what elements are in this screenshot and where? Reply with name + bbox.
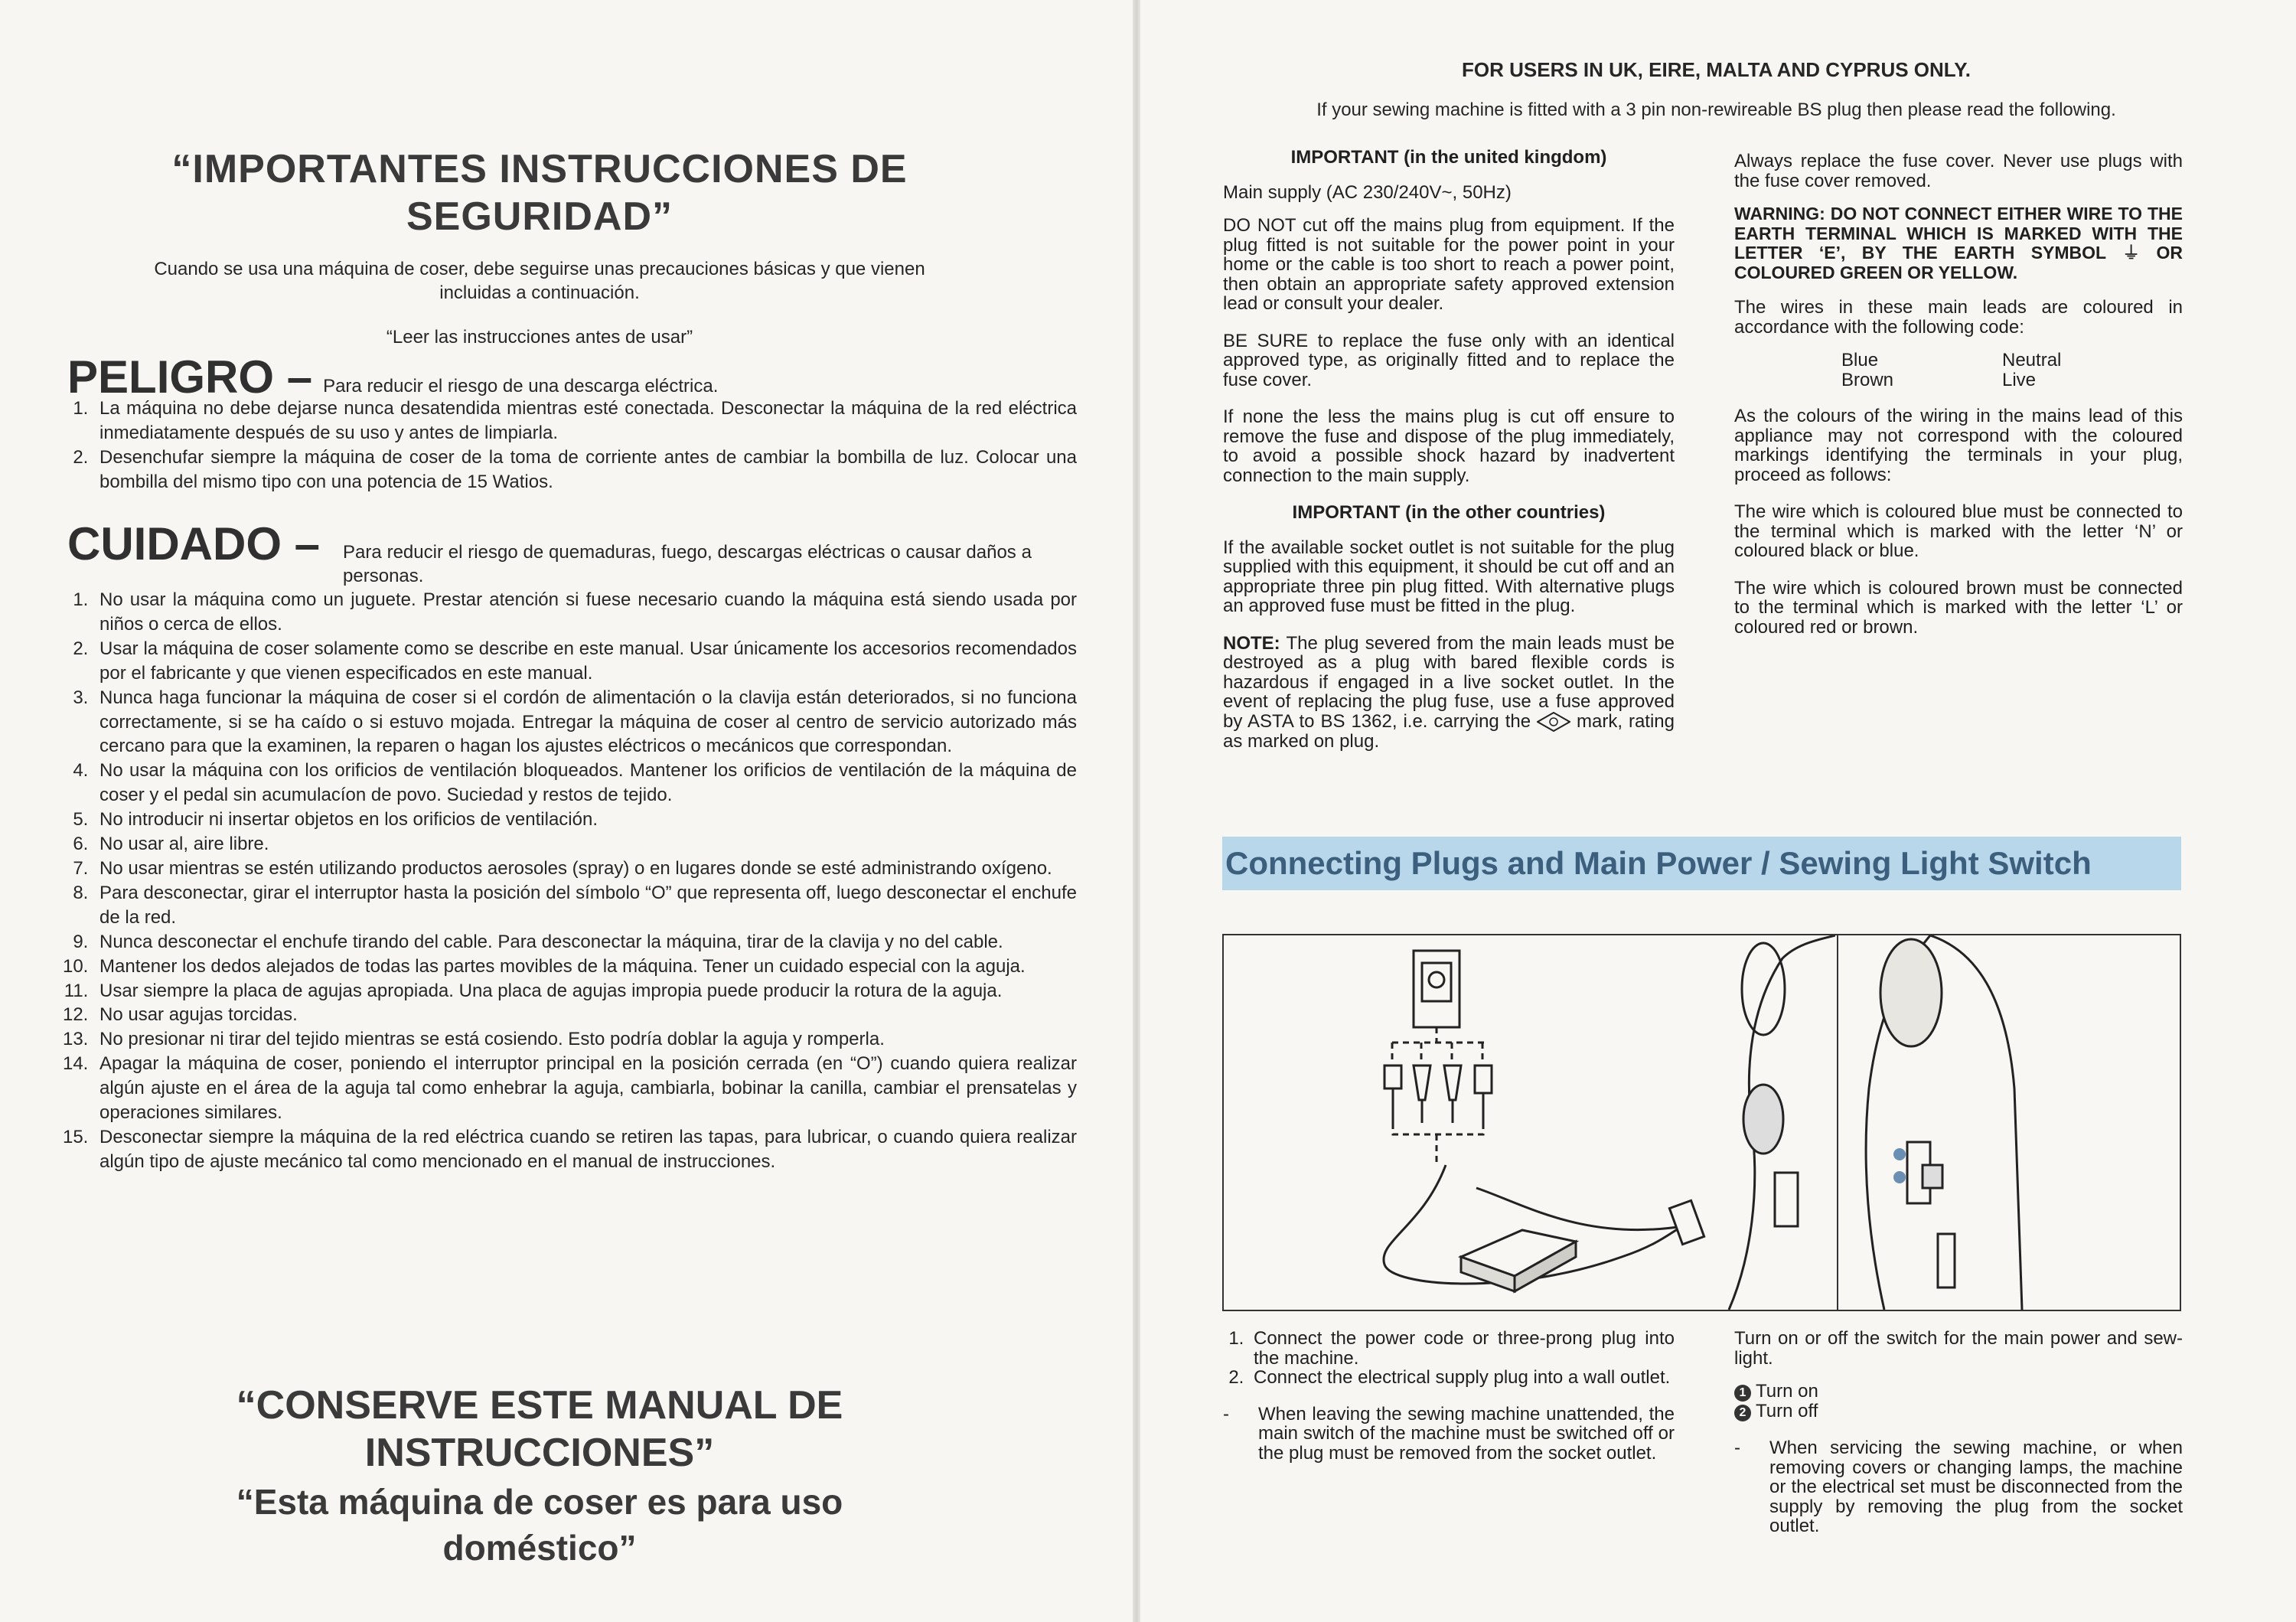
conserve-title	[153, 1382, 926, 1477]
cuidado-heading: CUIDADO –	[67, 518, 321, 569]
code-colour: Brown	[1841, 369, 1894, 390]
read-note: “Leer las instrucciones antes de usar”	[386, 327, 693, 348]
leaving-note: - When leaving the sewing machine unattended, the main switch of the machine must be switched off or the plug must be removed from the socket outlet.	[1223, 1403, 1675, 1464]
foot-pedal-icon	[1384, 1165, 1704, 1291]
brown-wire-text: The wire which is coloured brown must be connected to the terminal which is marked with the letter ‘L’ or coloured red or brown.	[1734, 577, 2183, 638]
list-item: 1. La máquina no debe dejarse nunca desatendida mientras esté conectada. Desconectar la máquina de la red eléctrica inmediatamente después de su uso y antes de limpiarla.	[93, 397, 1077, 445]
list-item: 1. No usar la máquina como un juguete. Prestar atención si fuese necesario cuando la máquina está siendo usada por niños o cerca de ellos.	[93, 588, 1077, 637]
asta-mark-icon	[1537, 712, 1570, 732]
list-item: 10. Mantener los dedos alejados de todas las partes movibles de la máquina. Tener un cuidado especial con la aguja.	[93, 955, 1077, 979]
power-connection-illustration	[1224, 935, 1835, 1310]
cuidado-list	[46, 588, 1077, 1174]
domestic-line-1: “Esta máquina de coser es para uso	[236, 1482, 843, 1522]
do-not-text: DO NOT cut off the mains plug from equipment. If the plug fitted is not suitable for the power point in your home or the cable is too short to reach a power point, then obtain an appropriate safety approved extension lead or consult your dealer.	[1223, 215, 1675, 314]
list-item: 1. Connect the power code or three-prong plug into the machine.	[1249, 1329, 1675, 1368]
leaving-note-text: When leaving the sewing machine unattended, the main switch of the machine must be switched off or the plug must be removed from the socket outlet.	[1258, 1403, 1675, 1464]
main-supply: Main supply (AC 230/240V~, 50Hz)	[1223, 181, 1512, 203]
uk-subheading: If your sewing machine is fitted with a 3 pin non-rewireable BS plug then please read the following.	[1316, 100, 2116, 120]
uk-left-column	[1223, 148, 1675, 769]
safety-title-es	[115, 145, 964, 240]
conserve-line-1: “CONSERVE ESTE MANUAL DE	[236, 1383, 843, 1428]
domestic-title	[153, 1479, 926, 1571]
plug-types-icon	[1384, 1027, 1492, 1165]
sewing-machine-side-icon	[1866, 935, 2022, 1310]
turn-on-label: Turn on	[1756, 1381, 1818, 1402]
connect-steps	[1223, 1329, 1675, 1388]
section-banner: Connecting Plugs and Main Power / Sewing Light Switch	[1222, 837, 2181, 890]
servicing-note-text: When servicing the sewing machine, or when removing covers or changing lamps, the machine or the electrical set must be disconnected from the supply by removing the plug from the socket outlet.	[1769, 1438, 2183, 1536]
table-row	[1841, 370, 2183, 390]
list-item: 12. No usar agujas torcidas.	[93, 1003, 1077, 1027]
list-item: 6. No usar al, aire libre.	[93, 832, 1077, 857]
list-item: 8. Para desconectar, girar el interruptor hasta la posición del símbolo “O” que representa off, luego desconectar el enchufe de la red.	[93, 881, 1077, 930]
intro-text: Cuando se usa una máquina de coser, debe seguirse unas precauciones básicas y que vienen incluidas a continuación.	[154, 259, 925, 303]
list-item: 14. Apagar la máquina de coser, poniendo el interruptor principal en la posición cerrada (en “O”) cuando quiera realizar algún ajuste en el área de la aguja tal como enhebrar la aguja, cambiarla, bobinar la canilla, cambiar el prensatelas y operaciones similares.	[93, 1052, 1077, 1125]
safety-title-line-1: “IMPORTANTES INSTRUCCIONES DE	[171, 147, 908, 191]
cuidado-heading-row	[67, 517, 1032, 588]
list-item: 4. No usar la máquina con los orificios de ventilación bloqueados. Mantener los orificios de ventilación de la máquina de coser y el pedal sin acumulacíon de povo. Suciedad y restos de tejido.	[93, 759, 1077, 808]
list-item: 9. Nunca desconectar el enchufe tirando del cable. Para desconectar la máquina, tirar de la clavija y no del cable.	[93, 930, 1077, 955]
conserve-line-2: INSTRUCCIONES”	[364, 1431, 715, 1475]
uk-heading: FOR USERS IN UK, EIRE, MALTA AND CYPRUS ONLY.	[1462, 58, 1971, 81]
blue-wire-text: The wire which is coloured blue must be connected to the terminal which is marked with the letter ‘N’ or coloured black or blue.	[1734, 501, 2183, 561]
table-row	[1841, 351, 2183, 370]
number-2-icon: 2	[1734, 1405, 1751, 1421]
list-item: 3. Nunca haga funcionar la máquina de coser si el cordón de alimentación o la clavija están deteriorados, si no funciona correctamente, si se ha caído o si estuvo mojada. Entregar la máquina de coser al centro de servicio autorizado más cercano para que la examinen, la reparen o hagan los ajustes eléctricos o mecánicos que correspondan.	[93, 686, 1077, 759]
code-colour: Blue	[1841, 350, 1879, 370]
domestic-line-2: doméstico”	[442, 1528, 637, 1568]
switch-column	[1734, 1329, 2183, 1536]
peligro-heading: PELIGRO –	[67, 351, 313, 403]
wires-intro: The wires in these main leads are coloured in accordance with the following code:	[1734, 297, 2183, 338]
list-item: 5. No introducir ni insertar objetos en los orificios de ventilación.	[93, 808, 1077, 832]
if-none-text: If none the less the mains plug is cut off ensure to remove the fuse and dispose of the plug immediately, to avoid a possible shock hazard by inadvertent connection to the main supply.	[1223, 406, 1675, 486]
note-paragraph	[1223, 634, 1675, 752]
uk-important-title: IMPORTANT (in the united kingdom)	[1290, 147, 1607, 168]
switch-intro: Turn on or off the switch for the main power and sew-light.	[1734, 1328, 2183, 1369]
number-1-icon: 1	[1734, 1385, 1751, 1402]
connect-steps-column	[1223, 1329, 1675, 1463]
turn-on-row	[1734, 1382, 2183, 1402]
page-gutter	[1133, 0, 1140, 1622]
code-meaning: Neutral	[2002, 350, 2062, 370]
note-label: NOTE:	[1223, 632, 1280, 654]
note-text: The plug severed from the main leads must be destroyed as a plug with bared flexible cords is hazardous if engaged in a live socket outlet. In the event of replacing the plug fuse, use a fuse approved by ASTA to BS 1362, i.e. carrying the	[1223, 632, 1675, 732]
turn-off-row	[1734, 1402, 2183, 1421]
uk-right-column	[1734, 152, 2183, 654]
cuidado-subtitle: Para reducir el riesgo de quemaduras, fuego, descargas eléctricas o causar daños a personas.	[343, 542, 1032, 586]
warning-text: WARNING: DO NOT CONNECT EITHER WIRE TO THE EARTH TERMINAL WHICH IS MARKED WITH THE LETTER ‘E’, BY THE EARTH SYMBOL ⏚ OR COLOURED GREEN OR YELLOW.	[1734, 204, 2183, 282]
list-item: 7. No usar mientras se estén utilizando productos aerosoles (spray) o en lugares donde se esté administrando oxígeno.	[93, 857, 1077, 881]
turn-off-label: Turn off	[1756, 1401, 1818, 1421]
wall-outlet-icon	[1414, 951, 1459, 1027]
other-countries-text: If the available socket outlet is not suitable for the plug supplied with this equipment, it should be cut off and an appropriate three pin plug fitted. With alternative plugs an approved fuse must be fitted in the plug.	[1223, 537, 1675, 616]
note-end: mark, rating as marked on plug.	[1223, 710, 1675, 752]
servicing-note: - When servicing the sewing machine, or when removing covers or changing lamps, the machine or the electrical set must be disconnected from the supply by removing the plug from the socket outlet.	[1734, 1438, 2183, 1536]
switch-markers-icon	[1893, 1148, 1906, 1183]
list-item: 2. Usar la máquina de coser solamente como se describe en este manual. Usar únicamente los accesorios recomendados por el fabricante y que vienen especificados en este manual.	[93, 637, 1077, 686]
peligro-list	[46, 397, 1077, 494]
list-item: 2. Connect the electrical supply plug into a wall outlet.	[1249, 1368, 1675, 1388]
power-switch-illustration	[1838, 935, 2180, 1310]
sewing-machine-body-icon	[1729, 935, 1835, 1310]
colours-text: As the colours of the wiring in the mains lead of this appliance may not correspond with the coloured markings identifying the terminals in your plug, proceed as follows:	[1734, 406, 2183, 485]
list-item: 15. Desconectar siempre la máquina de la red eléctrica cuando se retiren las tapas, para lubricar, o cuando quiera realizar algún tipo de ajuste mecánico tal como mencionado en el manual de instrucciones.	[93, 1125, 1077, 1174]
safety-title-line-2: SEGURIDAD”	[406, 194, 673, 239]
be-sure-text: BE SURE to replace the fuse only with an identical approved type, as originally fitted and to replace the fuse cover.	[1223, 330, 1675, 390]
list-item: 13. No presionar ni tirar del tejido mientras se está cosiendo. Esto podría doblar la aguja y romperla.	[93, 1027, 1077, 1052]
other-countries-title: IMPORTANT (in the other countries)	[1292, 502, 1606, 523]
fuse-cover-text: Always replace the fuse cover. Never use plugs with the fuse cover removed.	[1734, 151, 2183, 191]
list-item: 2. Desenchufar siempre la máquina de coser de la toma de corriente antes de cambiar la bombilla de luz. Colocar una bombilla del mismo tipo con una potencia de 15 Watios.	[93, 445, 1077, 494]
code-meaning: Live	[2002, 369, 2037, 390]
colour-code-table	[1841, 351, 2183, 390]
peligro-subtitle: Para reducir el riesgo de una descarga eléctrica.	[323, 376, 719, 397]
list-item: 11. Usar siempre la placa de agujas apropiada. Una placa de agujas impropia puede producir la rotura de la aguja.	[93, 979, 1077, 1004]
